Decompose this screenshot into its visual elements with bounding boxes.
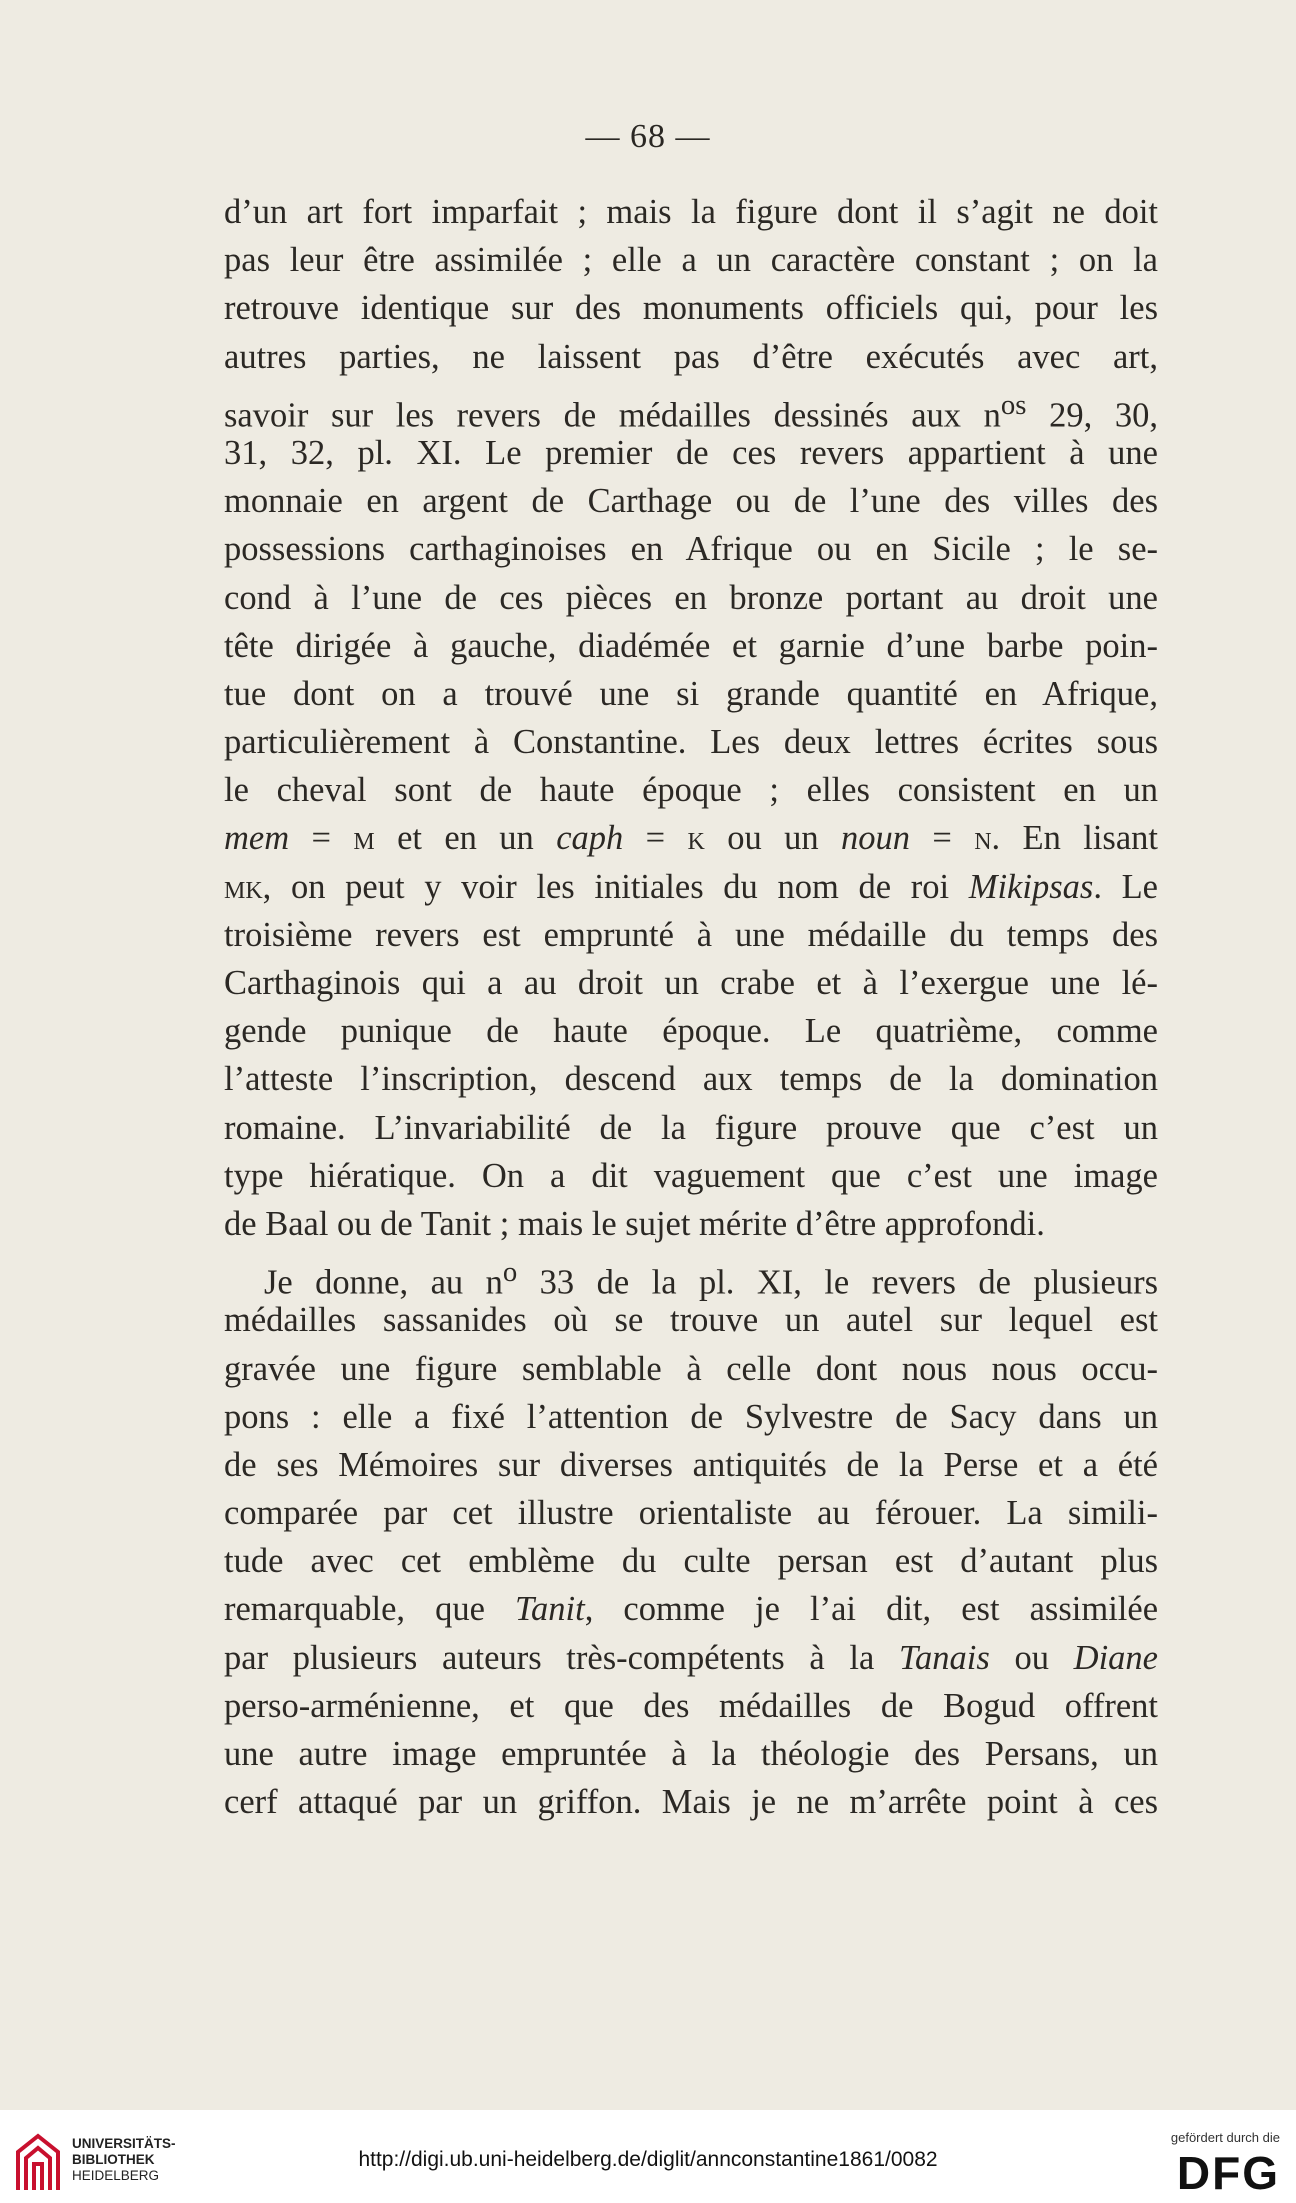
text-line: 31, 32, pl. XI. Le premier de ces revers appartient à une xyxy=(224,433,1158,472)
text-line: mk, on peut y voir les initiales du nom de roi Mikipsas. Le xyxy=(224,867,1158,906)
text-line: possessions carthaginoises en Afrique ou en Sicile ; le se- xyxy=(224,530,1158,569)
text-line: le cheval sont de haute époque ; elles consistent en un xyxy=(224,771,1158,810)
text-line: remarquable, que Tanit, comme je l’ai dit, est assimilée xyxy=(224,1590,1159,1629)
text-line: perso-arménienne, et que des médailles de Bogud offrent xyxy=(224,1686,1158,1725)
text-line: cerf attaqué par un griffon. Mais je ne m’arrête point à ces xyxy=(224,1783,1158,1822)
funding-note: gefördert durch die xyxy=(1170,2130,1280,2145)
text-line: tude avec cet emblème du culte persan est d’autant plus xyxy=(224,1542,1158,1581)
text-line: de ses Mémoires sur diverses antiquités de la Perse et a été xyxy=(224,1445,1158,1484)
text-line: retrouve identique sur des monuments officiels qui, pour les xyxy=(224,289,1158,328)
text-line: une autre image empruntée à la théologie des Persans, un xyxy=(224,1735,1158,1773)
text-line: cond à l’une de ces pièces en bronze portant au droit une xyxy=(224,578,1158,617)
text-line: romaine. L’invariabilité de la figure prouve que c’est un xyxy=(224,1108,1158,1147)
text-line: savoir sur les revers de médailles dessinés aux $n^{os}$ 29, 30, xyxy=(224,388,1159,435)
text-line: gravée une figure semblable à celle dont nous nous occu- xyxy=(224,1349,1158,1388)
text-line: l’atteste l’inscription, descend aux temps de la domination xyxy=(224,1060,1158,1099)
page-number: — 68 — xyxy=(585,118,711,155)
text-line: pons : elle a fixé l’attention de Sylvestre de Sacy dans un xyxy=(224,1397,1158,1436)
body-text xyxy=(224,188,1158,1826)
text-line: tue dont on a trouvé une si grande quantité en Afrique, xyxy=(224,674,1158,713)
library-name-line1: UNIVERSITÄTS- xyxy=(72,2136,176,2151)
viewer-footer xyxy=(0,2110,1296,2203)
dfg-logo: DFG xyxy=(1176,2147,1280,2199)
text-line: gende punique de haute époque. Le quatrième, comme xyxy=(224,1012,1158,1051)
text-line: particulièrement à Constantine. Les deux lettres écrites sous xyxy=(224,723,1158,762)
text-line: médailles sassanides où se trouve un autel sur lequel est xyxy=(224,1301,1158,1340)
text-line: Je donne, au $n^o$ 33 de la pl. XI, le revers de plusieurs xyxy=(264,1256,1159,1302)
text-line: d’un art fort imparfait ; mais la figure dont il s’agit ne doit xyxy=(224,193,1158,231)
text-line: monnaie en argent de Carthage ou de l’une des villes des xyxy=(224,482,1158,521)
permalink-url[interactable]: http://digi.ub.uni-heidelberg.de/diglit/annconstantine1861/0082 xyxy=(358,2148,938,2171)
text-line: mem = m et en un caph = k ou un noun = n. En lisant xyxy=(224,819,1158,858)
text-line: Carthaginois qui a au droit un crabe et à l’exergue une lé- xyxy=(224,964,1158,1002)
library-name-line3: HEIDELBERG xyxy=(72,2168,160,2183)
text-line: pas leur être assimilée ; elle a un caractère constant ; on la xyxy=(224,241,1158,280)
text-line: par plusieurs auteurs très-compétents à la Tanais ou Diane xyxy=(224,1638,1158,1677)
library-name-line2: BIBLIOTHEK xyxy=(72,2152,155,2167)
text-line: tête dirigée à gauche, diadémée et garnie d’une barbe poin- xyxy=(224,626,1158,665)
text-line: type hiératique. On a dit vaguement que c’est une image xyxy=(224,1156,1158,1195)
text-line: comparée par cet illustre orientaliste au férouer. La simili- xyxy=(224,1494,1158,1533)
text-line: autres parties, ne laissent pas d’être exécutés avec art, xyxy=(224,337,1158,376)
text-line: de Baal ou de Tanit ; mais le sujet mérite d’être approfondi. xyxy=(224,1204,1045,1243)
text-line: troisième revers est emprunté à une médaille du temps des xyxy=(224,915,1158,954)
